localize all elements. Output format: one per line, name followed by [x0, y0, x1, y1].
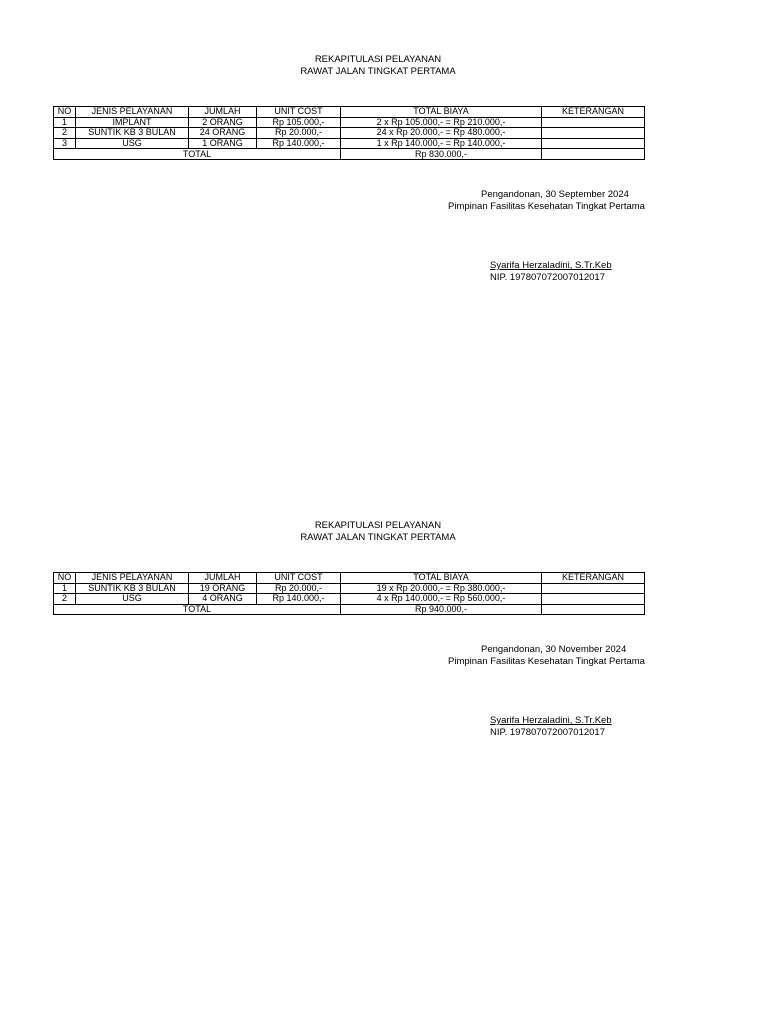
cell-jumlah: 2 ORANG — [189, 117, 257, 128]
doc1-signer-nip: NIP. 197807072007012017 — [490, 272, 605, 283]
cell-unit-cost: Rp 20.000,- — [257, 128, 341, 139]
cell-keterangan — [542, 594, 645, 605]
doc1-table — [53, 106, 645, 160]
cell-no: 2 — [54, 128, 76, 139]
doc2-position: Pimpinan Fasilitas Kesehatan Tingkat Pertama — [448, 656, 645, 667]
doc1-signer-name: Syarifa Herzaladini, S.Tr.Keb — [490, 260, 612, 271]
cell-keterangan — [542, 583, 645, 594]
cell-total-biaya: 24 x Rp 20.000,- = Rp 480.000,- — [341, 128, 542, 139]
cell-keterangan — [542, 117, 645, 128]
cell-keterangan — [542, 128, 645, 139]
cell-jumlah: 1 ORANG — [189, 138, 257, 149]
doc1-title-line1: REKAPITULASI PELAYANAN — [314, 54, 442, 65]
doc1-position: Pimpinan Fasilitas Kesehatan Tingkat Pertama — [448, 201, 645, 212]
cell-no: 1 — [54, 583, 76, 594]
total-keterangan — [542, 604, 645, 615]
col-header-no: NO — [54, 573, 76, 584]
doc2-title-line1: REKAPITULASI PELAYANAN — [314, 520, 442, 531]
cell-jenis: USG — [76, 594, 189, 605]
cell-jenis: IMPLANT — [76, 117, 189, 128]
doc1-place-date: Pengandonan, 30 September 2024 — [481, 189, 629, 200]
cell-jumlah: 19 ORANG — [189, 583, 257, 594]
col-header-keterangan: KETERANGAN — [542, 573, 645, 584]
col-header-jumlah: JUMLAH — [189, 107, 257, 118]
doc2-place-date: Pengandonan, 30 November 2024 — [481, 644, 627, 655]
total-value: Rp 940.000,- — [341, 604, 542, 615]
col-header-keterangan: KETERANGAN — [542, 107, 645, 118]
cell-unit-cost: Rp 105.000,- — [257, 117, 341, 128]
col-header-jenis: JENIS PELAYANAN — [76, 573, 189, 584]
cell-jumlah: 24 ORANG — [189, 128, 257, 139]
cell-total-biaya: 1 x Rp 140.000,- = Rp 140.000,- — [341, 138, 542, 149]
cell-no: 2 — [54, 594, 76, 605]
doc2-title-line2: RAWAT JALAN TINGKAT PERTAMA — [300, 532, 456, 543]
cell-unit-cost: Rp 20.000,- — [257, 583, 341, 594]
col-header-no: NO — [54, 107, 76, 118]
doc2-table — [53, 572, 645, 615]
cell-jumlah: 4 ORANG — [189, 594, 257, 605]
cell-jenis: USG — [76, 138, 189, 149]
table-row — [54, 594, 645, 605]
cell-jenis: SUNTIK KB 3 BULAN — [76, 128, 189, 139]
cell-unit-cost: Rp 140.000,- — [257, 594, 341, 605]
cell-no: 1 — [54, 117, 76, 128]
doc2-signer-nip: NIP. 197807072007012017 — [490, 727, 605, 738]
cell-total-biaya: 4 x Rp 140.000,- = Rp 560.000,- — [341, 594, 542, 605]
cell-total-biaya: 19 x Rp 20.000,- = Rp 380.000,- — [341, 583, 542, 594]
total-value: Rp 830.000,- — [341, 149, 542, 160]
doc2-signer-name: Syarifa Herzaladini, S.Tr.Keb — [490, 715, 612, 726]
doc1-title-line2: RAWAT JALAN TINGKAT PERTAMA — [300, 66, 456, 77]
total-label: TOTAL — [54, 604, 341, 615]
doc2-table-header-row — [54, 573, 645, 584]
cell-total-biaya: 2 x Rp 105.000,- = Rp 210.000,- — [341, 117, 542, 128]
col-header-jenis: JENIS PELAYANAN — [76, 107, 189, 118]
total-keterangan — [542, 149, 645, 160]
cell-jenis: SUNTIK KB 3 BULAN — [76, 583, 189, 594]
table-row — [54, 583, 645, 594]
cell-no: 3 — [54, 138, 76, 149]
cell-unit-cost: Rp 140.000,- — [257, 138, 341, 149]
total-label: TOTAL — [54, 149, 341, 160]
col-header-unit-cost: UNIT COST — [257, 573, 341, 584]
table-row — [54, 138, 645, 149]
table-row — [54, 117, 645, 128]
table-row — [54, 128, 645, 139]
table-total-row — [54, 604, 645, 615]
cell-keterangan — [542, 138, 645, 149]
col-header-total-biaya: TOTAL BIAYA — [341, 573, 542, 584]
table-total-row — [54, 149, 645, 160]
col-header-unit-cost: UNIT COST — [257, 107, 341, 118]
col-header-jumlah: JUMLAH — [189, 573, 257, 584]
col-header-total-biaya: TOTAL BIAYA — [341, 107, 542, 118]
doc1-table-header-row — [54, 107, 645, 118]
